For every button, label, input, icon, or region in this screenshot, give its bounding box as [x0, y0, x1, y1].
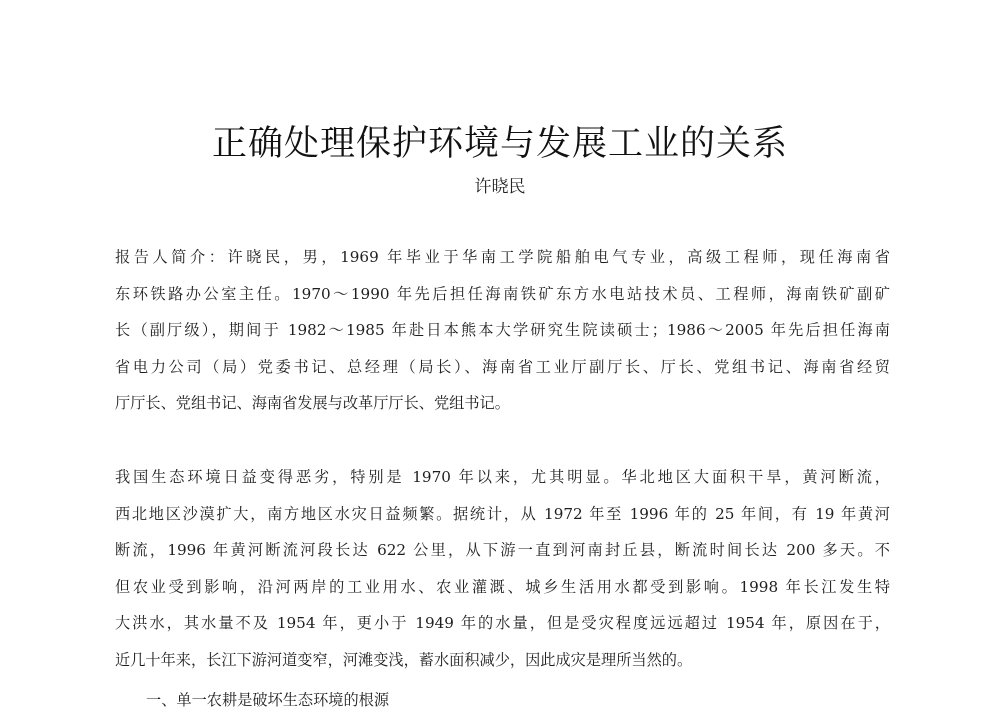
body-line: 我国生态环境日益变得恶劣，特别是 1970 年以来，尤其明显。华北地区大面积干旱，黄河断流，	[115, 468, 890, 486]
body-line: 西北地区沙漠扩大，南方地区水灾日益频繁。据统计，从 1972 年至 1996 年的 25 年间，有 19 年黄河	[115, 504, 890, 523]
body-line: 大洪水，其水量不及 1954 年，更小于 1949 年的水量，但是受灾程度远远超过 1954 年，原因在于，	[115, 614, 890, 633]
document-title: 正确处理保护环境与发展工业的关系	[211, 124, 788, 164]
body-paragraph	[115, 459, 890, 679]
intro-line: 省电力公司（局）党委书记、总经理（局长）、海南省工业厅副厅长、厅长、党组书记、海南省经贸	[115, 357, 890, 376]
intro-line: 厅厅长、党组书记、海南省发展与改革厅厅长、党组书记。	[115, 394, 510, 413]
intro-line: 长（副厅级），期间于 1982～1985 年赴日本熊本大学研究生院读硕士；1986～2005 年先后担任海南	[115, 321, 890, 340]
body-line: 断流，1996 年黄河断流河段长达 622 公里，从下游一直到河南封丘县，断流时间长达 200 多天。不	[115, 541, 890, 560]
document-author: 许晓民	[474, 177, 526, 197]
body-line: 近几十年来，长江下游河道变窄，河滩变浅，蓄水面积减少，因此成灾是理所当然的。	[115, 650, 693, 669]
intro-line: 东环铁路办公室主任。1970～1990 年先后担任海南铁矿东方水电站技术员、工程师，海南铁矿副矿	[115, 284, 890, 303]
section-heading: 一、单一农耕是破坏生态环境的根源	[146, 691, 389, 709]
intro-paragraph	[115, 239, 890, 422]
intro-line: 报告人简介：许晓民，男，1969 年毕业于华南工学院船舶电气专业，高级工程师，现任海南省	[115, 248, 890, 266]
body-line: 但农业受到影响，沿河两岸的工业用水、农业灌溉、城乡生活用水都受到影响。1998 年长江发生特	[115, 577, 890, 596]
